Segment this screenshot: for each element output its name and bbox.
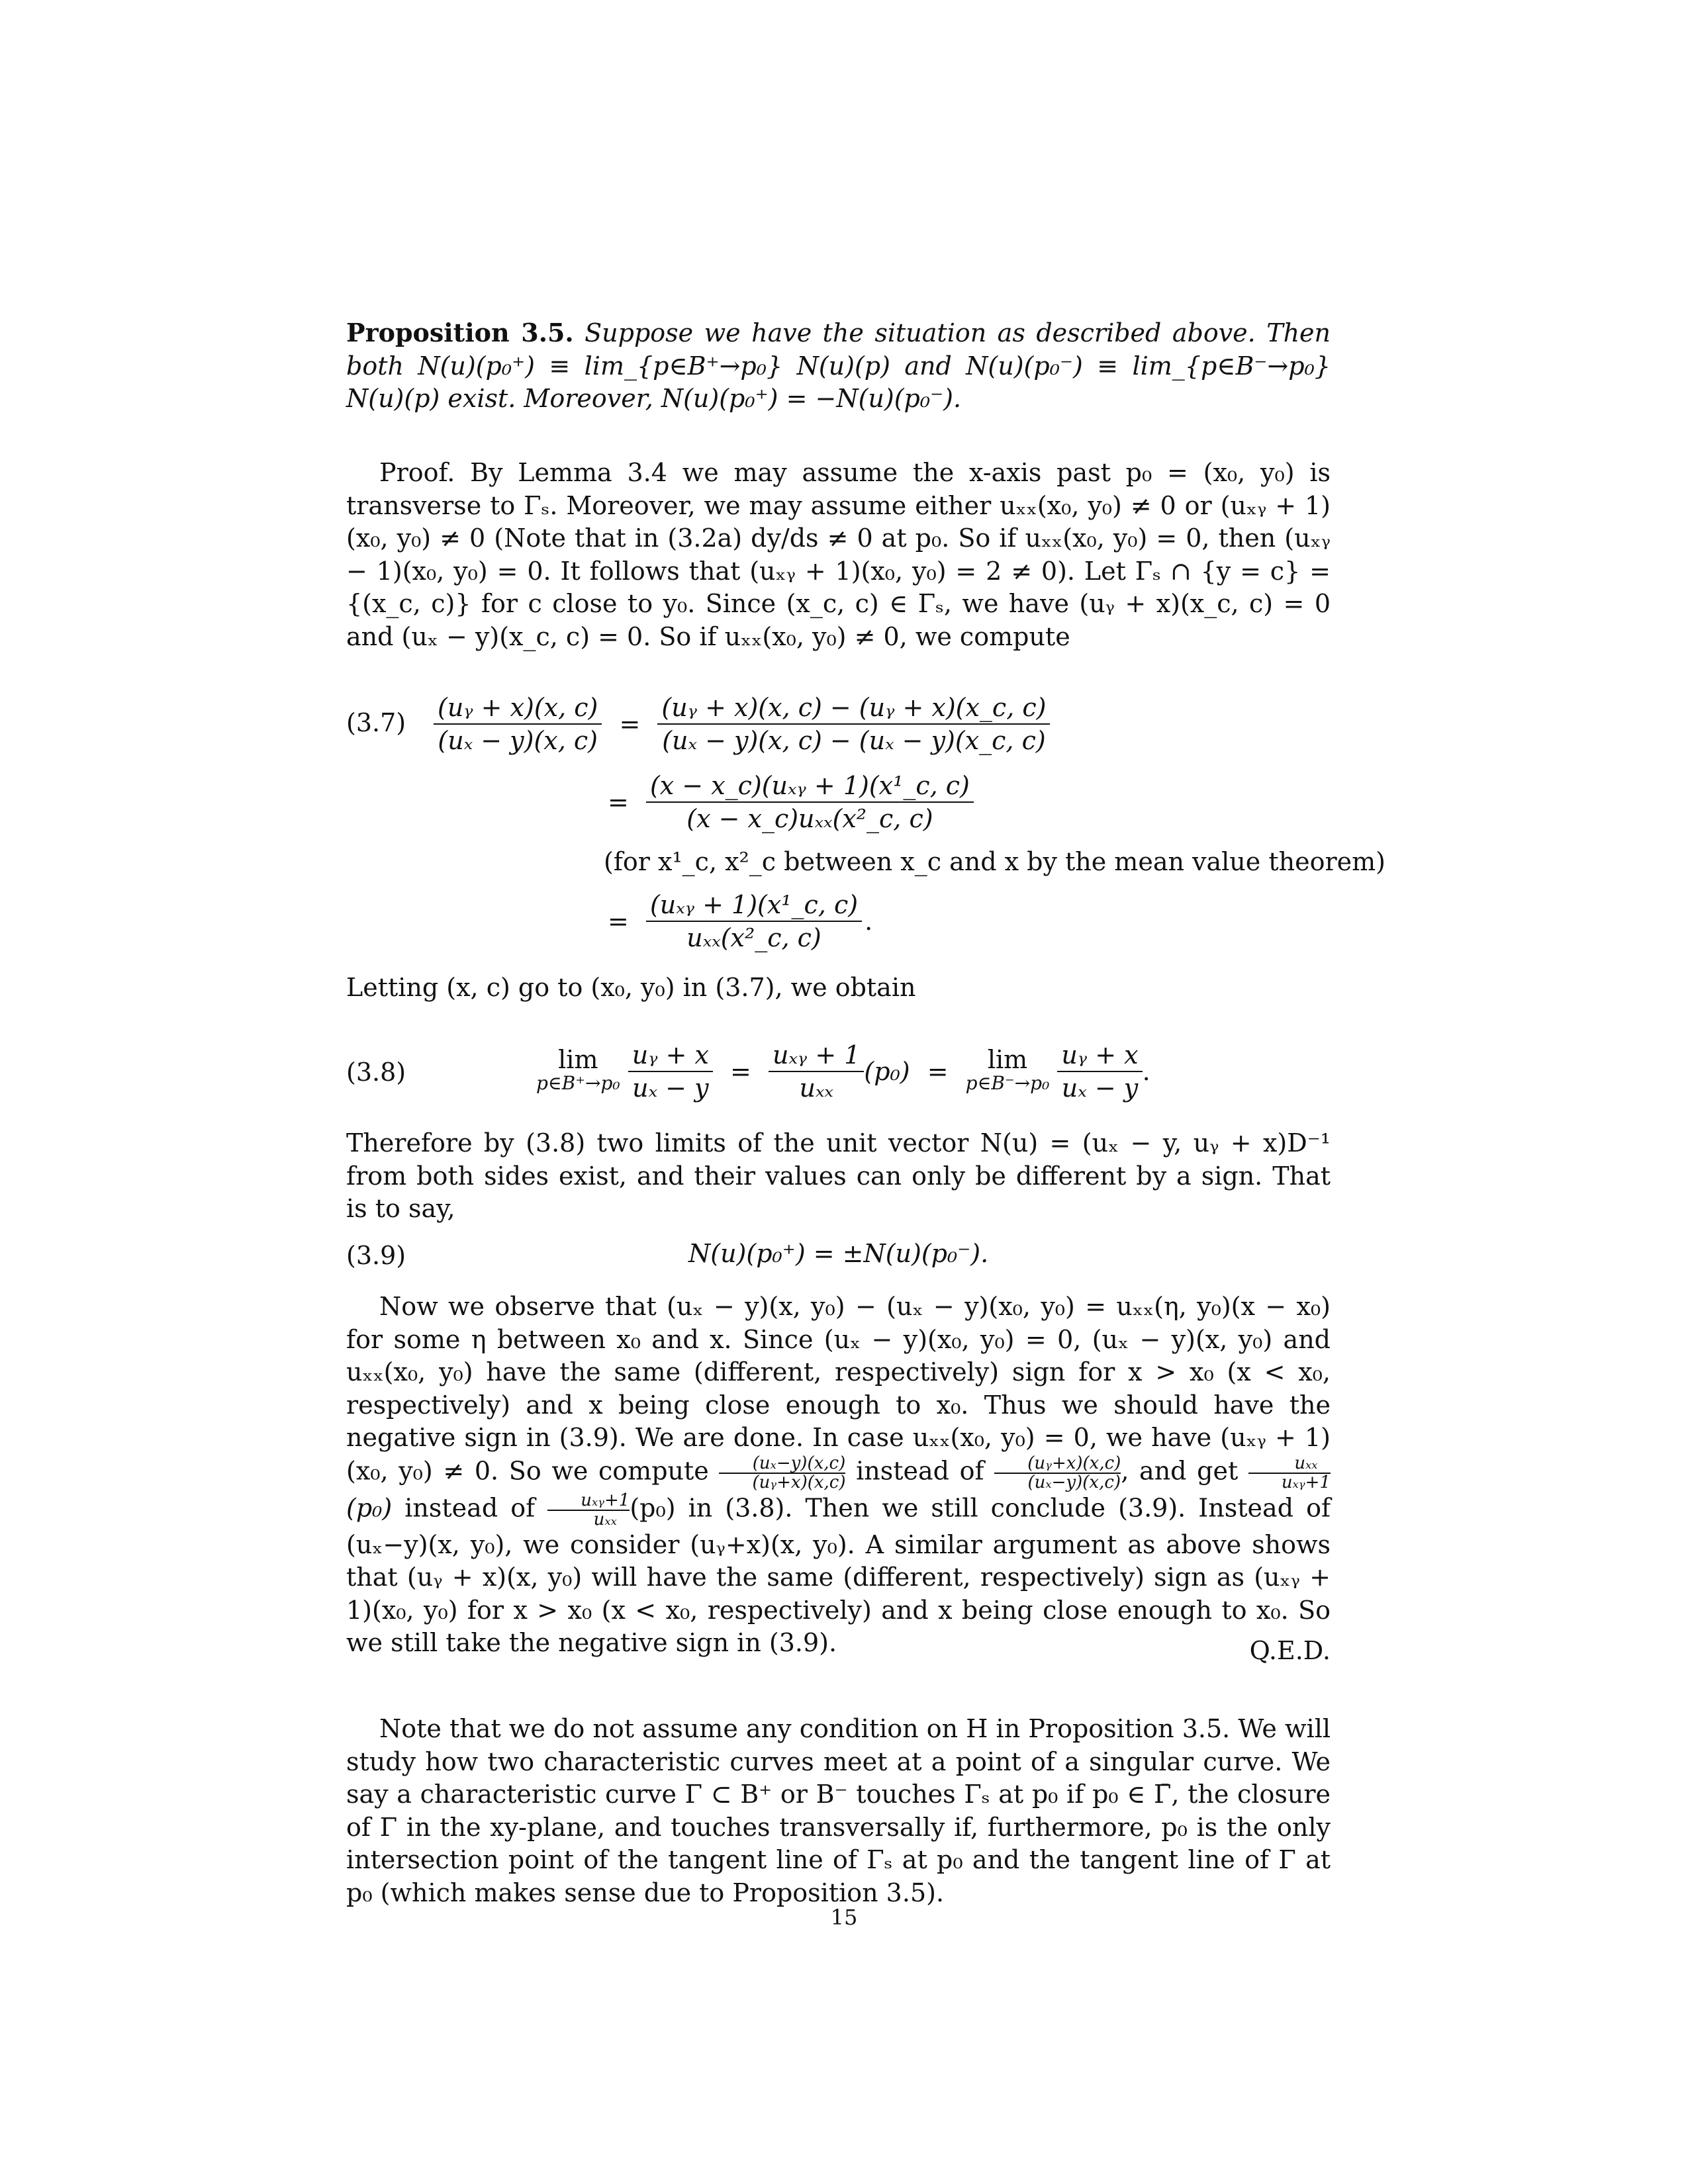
eq-3-7-r1-num: (uᵧ + x)(x, c) − (uᵧ + x)(x_c, c) <box>657 692 1050 725</box>
observe-part2: Then we still conclude (3.9). Instead of (uₓ−y)(x, y₀), we consider (uᵧ+x)(x, y₀). A similar argument as above shows that (uᵧ + x)(x, y₀) will have the same (different, respectively) sign as (uₓᵧ + 1)(x₀, y₀) for x > x₀ (x < x₀, respectively) and x being close enough to x₀. So we still take the negative sign in (3.9). <box>346 1493 1331 1657</box>
eq-3-7-r2 <box>646 770 974 835</box>
observe-f3-num: uₓₓ <box>1248 1455 1331 1474</box>
eq-3-8-body: lim p∈B⁺→p₀ $\frac{\text{uᵧ + x}}{\text{uₓ − y}}$ = $\frac{\text{uₓᵧ + 1}}{\text{uₓₓ}}$ (p₀) = lim p∈B⁻→p₀ $\frac{\text{uᵧ + x}}{\text{uₓ − y}}$ . <box>536 1040 1150 1103</box>
observe-in38: (p₀) in (3.8). <box>630 1493 793 1522</box>
observe-f2-num: (uᵧ+x)(x,c) <box>994 1455 1121 1474</box>
eq-3-7-line1: $\frac{\text{(uᵧ + x)(x, c)}}{\text{(uₓ − y)(x, c)}}$ = $\frac{\text{(uᵧ + x)(x, c) − (uᵧ + x)(x\_c, c)}}{\text{(uₓ − y)(x, c) − (uₓ − y)(x\_c, c)}}$ <box>434 692 1050 756</box>
eq-3-7-r2-den: (x − x_c)uₓₓ(x²_c, c) <box>686 804 933 833</box>
eq-3-8-lim-minus <box>965 1045 1050 1095</box>
observe-frac-1 <box>719 1455 845 1492</box>
proposition-label: Proposition 3.5. <box>346 318 574 347</box>
eq-3-8-b-num: uₓᵧ + 1 <box>769 1039 864 1072</box>
eq-3-7-r1 <box>657 692 1050 756</box>
eq-3-8-label: (3.8) <box>346 1058 406 1087</box>
observe-f1-num: (uₓ−y)(x,c) <box>719 1455 845 1474</box>
proof-intro <box>346 457 1331 653</box>
eq-3-7-r3-num: (uₓᵧ + 1)(x¹_c, c) <box>646 889 862 922</box>
eq-3-7-lhs-den: (uₓ − y)(x, c) <box>438 726 598 755</box>
page-number: 15 <box>830 1905 858 1930</box>
eq-3-7-note: (for x¹_c, x²_c between x_c and x by the mean value theorem) <box>604 847 1385 876</box>
observe-frac-4 <box>547 1492 630 1529</box>
eq-3-8-lim1: p∈B⁺→p₀ <box>536 1072 620 1094</box>
eq-3-9-body: N(u)(p₀⁺) = ±N(u)(p₀⁻). <box>688 1239 989 1268</box>
eq-3-8-frac-b <box>769 1039 864 1104</box>
letting-text: Letting (x, c) go to (x₀, y₀) in (3.7), we obtain <box>346 973 916 1002</box>
eq-3-8-frac-c <box>1057 1039 1142 1104</box>
eq-3-8-b-den: uₓₓ <box>799 1073 833 1103</box>
qed-mark: Q.E.D. <box>1249 1636 1331 1665</box>
eq-3-8-lim-plus <box>536 1045 620 1095</box>
note-paragraph-text: Note that we do not assume any condition on H in Proposition 3.5. We will study how two characteristic curves meet at a point of a singular curve. We say a characteristic curve Γ ⊂ B⁺ or B⁻ touches Γₛ at p₀ if p₀ ∈ Γ̄, the closure of Γ in the xy-plane, and touches transversally if, furthermore, p₀ is the only intersection point of the tangent line of Γₛ at p₀ and the tangent line of Γ at p₀ (which makes sense due to Proposition 3.5). <box>346 1714 1331 1907</box>
eq-3-8-c-den: uₓ − y <box>1061 1073 1139 1103</box>
eq-3-7-lhs-num: (uᵧ + x)(x, c) <box>434 692 602 725</box>
observe-paragraph <box>346 1291 1331 1660</box>
observe-f4-num: uₓᵧ+1 <box>547 1492 630 1511</box>
eq-3-8-lim-word-2: lim <box>987 1045 1028 1074</box>
eq-3-8-a-den: uₓ − y <box>632 1073 709 1103</box>
eq-3-8-lim-word-1: lim <box>558 1045 598 1074</box>
observe-instead-of-1: instead of <box>856 1456 984 1485</box>
observe-instead-of-2: instead of <box>404 1493 536 1522</box>
eq-3-8-b-arg: (p₀) <box>864 1057 910 1086</box>
eq-3-7-label: (3.7) <box>346 708 406 737</box>
proposition-block <box>346 316 1331 416</box>
eq-3-8-c-num: uᵧ + x <box>1057 1039 1142 1072</box>
observe-f3-den: uₓᵧ+1 <box>1281 1472 1331 1492</box>
eq-3-8-lim2: p∈B⁻→p₀ <box>965 1072 1050 1094</box>
observe-f1-den: (uᵧ+x)(x,c) <box>752 1472 846 1492</box>
observe-f4-den: uₓₓ <box>593 1509 617 1529</box>
observe-f2-den: (uₓ−y)(x,c) <box>1027 1472 1121 1492</box>
observe-frac-2 <box>994 1455 1121 1492</box>
eq-3-7-line3: = $\frac{\text{(uₓᵧ + 1)(x¹\_c, c)}}{\text{uₓₓ(x²\_c, c)}}$ . <box>608 890 873 952</box>
eq-3-7-r1-den: (uₓ − y)(x, c) − (uₓ − y)(x_c, c) <box>662 726 1046 755</box>
eq-3-7-lhs <box>434 692 602 756</box>
proposition-statement: Suppose we have the situation as described above. Then both N(u)(p₀⁺) ≡ lim_{p∈B⁺→p₀} N(u)(p) and N(u)(p₀⁻) ≡ lim_{p∈B⁻→p₀} N(u)(p) exist. Moreover, N(u)(p₀⁺) = −N(u)(p₀⁻). <box>346 318 1331 413</box>
note-paragraph <box>346 1713 1331 1909</box>
eq-3-7-r2-num: (x − x_c)(uₓᵧ + 1)(x¹_c, c) <box>646 770 974 803</box>
observe-frac-3 <box>1248 1455 1331 1492</box>
observe-part1: Now we observe that (uₓ − y)(x, y₀) − (uₓ − y)(x₀, y₀) = uₓₓ(η, y₀)(x − x₀) for some η between x₀ and x. Since (uₓ − y)(x₀, y₀) = 0, (uₓ − y)(x, y₀) and uₓₓ(x₀, y₀) have the same (different, respectively) sign for x > x₀ (x < x₀, respectively) and x being close enough to x₀. Thus we should have the negative sign in (3.9). We are done. In case uₓₓ(x₀, y₀) = 0, we have (uₓᵧ + 1)(x₀, y₀) ≠ 0. So we compute <box>346 1292 1331 1485</box>
eq-3-7-line2: = $\frac{\text{(x − x\_c)(uₓᵧ + 1)(x¹\_c, c)}}{\text{(x − x\_c)uₓₓ(x²\_c, c)}}$ <box>608 770 974 835</box>
observe-and-get: , and get <box>1121 1456 1239 1485</box>
therefore-text: Therefore by (3.8) two limits of the unit vector N(u) = (uₓ − y, uᵧ + x)D⁻¹ from both sides exist, and their values can only be different by a sign. That is to say, <box>346 1128 1331 1223</box>
eq-3-9-label: (3.9) <box>346 1241 406 1270</box>
eq-3-8-frac-a <box>628 1039 713 1104</box>
eq-3-7-r3-den: uₓₓ(x²_c, c) <box>686 923 821 952</box>
eq-3-7-r3 <box>646 889 862 954</box>
observe-p0: (p₀) <box>346 1493 393 1522</box>
proof-intro-text: Proof. By Lemma 3.4 we may assume the x-axis past p₀ = (x₀, y₀) is transverse to Γₛ. Moreover, we may assume either uₓₓ(x₀, y₀) ≠ 0 or (uₓᵧ + 1)(x₀, y₀) ≠ 0 (Note that in (3.2a) dy/ds ≠ 0 at p₀. So if uₓₓ(x₀, y₀) = 0, then (uₓᵧ − 1)(x₀, y₀) = 0. It follows that (uₓᵧ + 1)(x₀, y₀) = 2 ≠ 0). Let Γₛ ∩ {y = c} = {(x_c, c)} for c close to y₀. Since (x_c, c) ∈ Γₛ, we have (uᵧ + x)(x_c, c) = 0 and (uₓ − y)(x_c, c) = 0. So if uₓₓ(x₀, y₀) ≠ 0, we compute <box>346 458 1331 651</box>
eq-3-8-a-num: uᵧ + x <box>628 1039 713 1072</box>
